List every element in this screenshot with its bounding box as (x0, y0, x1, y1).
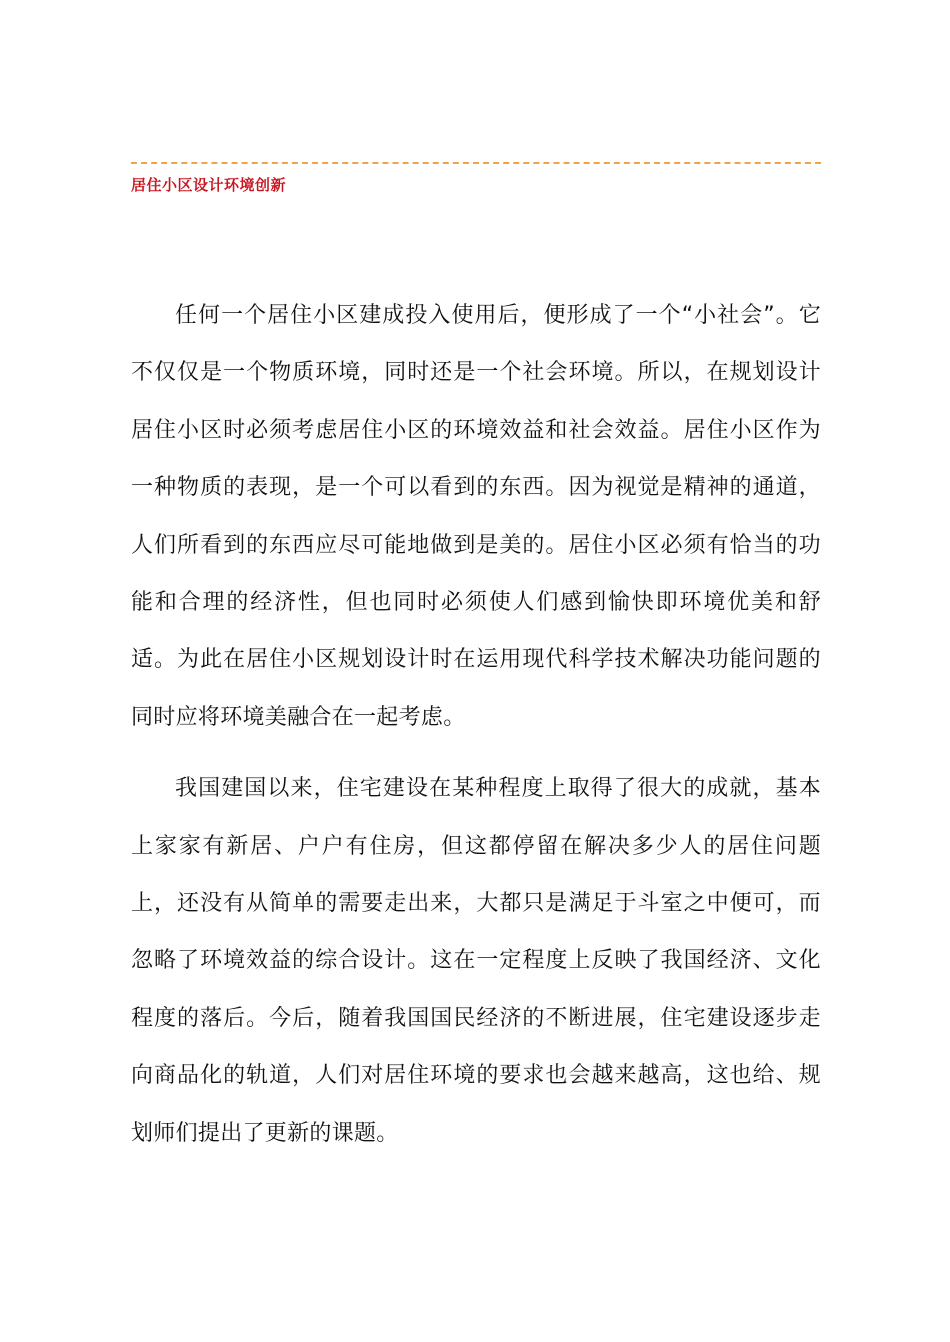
header-dashed-rule (131, 162, 821, 164)
paragraph-2: 我国建国以来，住宅建设在某种程度上取得了很大的成就，基本上家家有新居、户户有住房，但这都停留在解决多少人的居住问题上，还没有从简单的需要走出来，大都只是满足于斗室之中便可，而忽略了环境效益的综合设计。这在一定程度上反映了我国经济、文化程度的落后。今后，随着我国国民经济的不断进展，住宅建设逐步走向商品化的轨道，人们对居住环境的要求也会越来越高，这也给、规划师们提出了更新的课题。 (131, 776, 821, 1146)
paragraph-1: 任何一个居住小区建成投入使用后，便形成了一个“小社会”。它不仅仅是一个物质环境，同时还是一个社会环境。所以，在规划设计居住小区时必须考虑居住小区的环境效益和社会效益。居住小区作为一种物质的表现，是一个可以看到的东西。因为视觉是精神的通道，人们所看到的东西应尽可能地做到是美的。居住小区必须有恰当的功能和合理的经济性，但也同时必须使人们感到愉快即环境优美和舒适。为此在居住小区规划设计时在运用现代科学技术解决功能问题的同时应将环境美融合在一起考虑。 (131, 303, 821, 730)
document-body (131, 287, 821, 1162)
document-title: 居住小区设计环境创新 (131, 176, 287, 194)
